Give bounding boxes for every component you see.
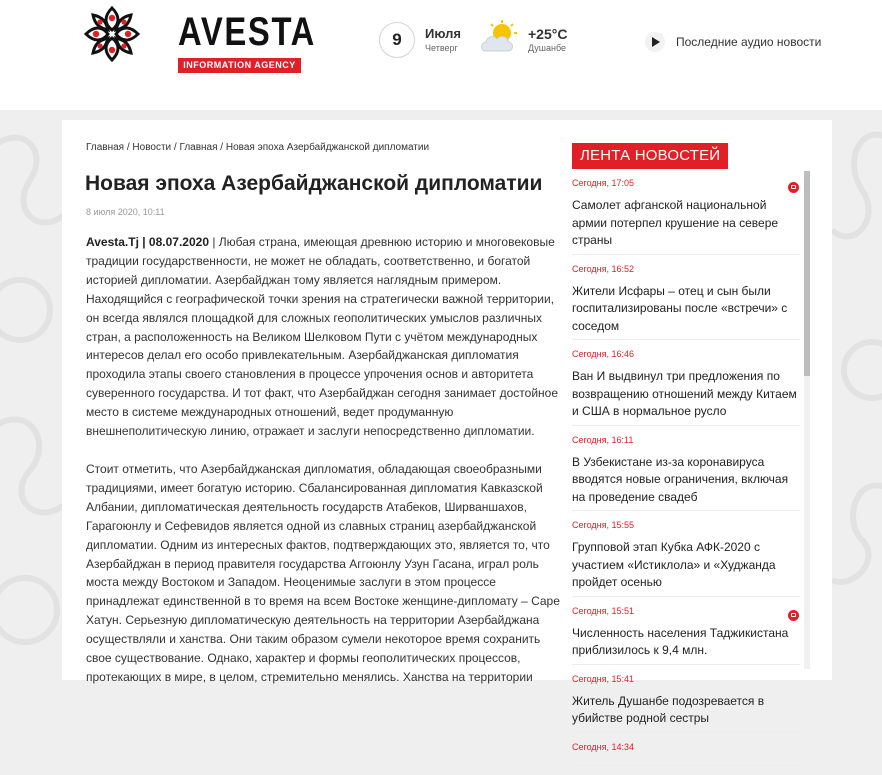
news-feed-list xyxy=(572,178,800,775)
news-feed-item[interactable] xyxy=(572,606,800,665)
weather-city: Душанбе xyxy=(528,43,567,53)
news-headline[interactable]: Групповой этап Кубка АФК-2020 с участием «Истиклола» и «Худжанда пройдет осенью xyxy=(572,540,776,589)
news-headline[interactable]: Житель Душанбе подозревается в убийстве родной сестры xyxy=(572,693,765,725)
news-time: Сегодня, 14:34 xyxy=(572,741,635,752)
breadcrumb-separator: / xyxy=(217,142,226,153)
news-headline[interactable]: Ван И выдвинул три предложения по возвращению отношений между Китаем и США в нормальное русло xyxy=(572,369,797,418)
page-title: Новая эпоха Азербайджанской дипломатии xyxy=(85,172,543,195)
news-feed-title[interactable]: ЛЕНТА НОВОСТЕЙ xyxy=(572,143,728,169)
news-feed-item[interactable] xyxy=(572,435,800,512)
date-day-number: 9 xyxy=(379,22,415,58)
background-ornament-right xyxy=(832,110,882,669)
news-time: Сегодня, 15:41 xyxy=(572,673,635,684)
date-month: Июля xyxy=(425,26,461,41)
news-headline[interactable]: В Узбекистане из-за коронавируса вводятся новые ограничения, включая на проведение свадеб xyxy=(572,454,789,504)
site-header xyxy=(0,0,882,110)
news-feed-scrollbar[interactable] xyxy=(804,171,810,669)
news-time: Сегодня, 15:55 xyxy=(572,520,635,530)
logo-tagline: INFORMATION AGENCY xyxy=(178,58,301,73)
publication-date: 8 июля 2020, 10:11 xyxy=(86,207,165,217)
news-feed-item[interactable] xyxy=(572,264,800,341)
breadcrumb xyxy=(86,142,429,153)
news-time: Сегодня, 16:46 xyxy=(572,349,635,359)
camera-icon xyxy=(788,182,799,193)
article-source: Avesta.Tj | 08.07.2020 xyxy=(86,235,209,249)
news-headline[interactable]: Самолет афганской национальной армии потерпел крушение на севере страны xyxy=(572,198,779,247)
news-time: Сегодня, 17:05 xyxy=(572,178,635,188)
partly-cloudy-icon xyxy=(478,20,520,56)
news-feed-item[interactable] xyxy=(572,520,800,597)
date-weekday: Четверг xyxy=(425,43,458,53)
play-icon[interactable] xyxy=(645,32,665,52)
breadcrumb-main[interactable]: Главная xyxy=(179,142,218,153)
news-feed-item[interactable] xyxy=(572,674,800,733)
news-headline[interactable]: Численность населения Таджикистана приблизилось к 9,4 млн. xyxy=(572,625,789,657)
news-time: Сегодня, 15:51 xyxy=(572,605,635,616)
background-ornament-left xyxy=(0,110,70,669)
article-paragraph xyxy=(86,233,560,441)
logo-name[interactable]: AVESTA xyxy=(178,10,317,54)
news-time: Сегодня, 16:11 xyxy=(572,434,634,445)
breadcrumb-separator: / xyxy=(171,142,180,153)
scrollbar-thumb[interactable] xyxy=(804,171,810,376)
news-headline[interactable]: Жители Исфары – отец и сын были госпитализированы после «встречи» с соседом xyxy=(572,283,788,333)
news-feed-item[interactable] xyxy=(572,349,800,426)
breadcrumb-home[interactable]: Главная xyxy=(86,142,125,153)
breadcrumb-news[interactable]: Новости xyxy=(132,142,172,153)
breadcrumb-current: Новая эпоха Азербайджанской дипломатии xyxy=(225,142,430,153)
article-body xyxy=(86,233,560,706)
news-feed-item[interactable] xyxy=(572,742,800,766)
avesta-logo-icon[interactable] xyxy=(82,4,142,64)
breadcrumb-separator: / xyxy=(124,142,133,153)
news-time: Сегодня, 16:52 xyxy=(572,263,635,274)
weather-temperature: +25°C xyxy=(528,26,568,42)
article-lead: | Любая страна, имеющая древнюю историю и многовековые традиции государственности, не может не обладать, соответственно, и богатой историей дипломатии. Азербайджан тому является наглядным примером. Находящийся с географической точки зрения на стратегически важной территории, он всегда являлся площадкой для сложных геополитических умыслов различных стран, а расположенность на Великом Шелковом Пути с учётом международных интересов делал его особо привлекательным. Азербайджанская дипломатия проходила этапы своего становления в процессе упрочения основ и авторитета суверенного государства. И тот факт, что Азербайджан сегодня занимает достойное место в системе международных отношений, ведет продуманную внешнеполитическую линию, отражает и заслуги непосредственно дипломатии. xyxy=(86,235,559,439)
news-feed-item[interactable] xyxy=(572,178,800,255)
camera-icon xyxy=(788,610,799,621)
article-paragraph: Стоит отметить, что Азербайджанская дипломатия, обладающая своеобразными традициями, имеет богатую историю. Сбалансированная дипломатия Кавказской Албании, дипломатическая деятельность государств Атабеков, Ширваншахов, Гарагоюнлу и Сефевидов является одной из славных страниц азербайджанской дипломатии. Одним из интересных фактов, подтверждающих это, является то, что Азербайджан в период правителя государства Аггоюнлу Узун Гасана, играл роль моста между Востоком и Западом. Неоценимые заслуги в этом процессе принадлежат единственной в то время на всем Востоке женщине-дипломату – Саре Хатун. Серьезную дипломатическую деятельность на территории Азербайджана осуществляли и ханства. Они таким образом сумели некоторое время сохранить свое существование. Однако, характер и формы геополитических процессов, протекающих в мире, в целом, стремительно менялись. Ханства на территории xyxy=(86,461,560,684)
audio-news-link[interactable]: Последние аудио новости xyxy=(676,35,822,49)
